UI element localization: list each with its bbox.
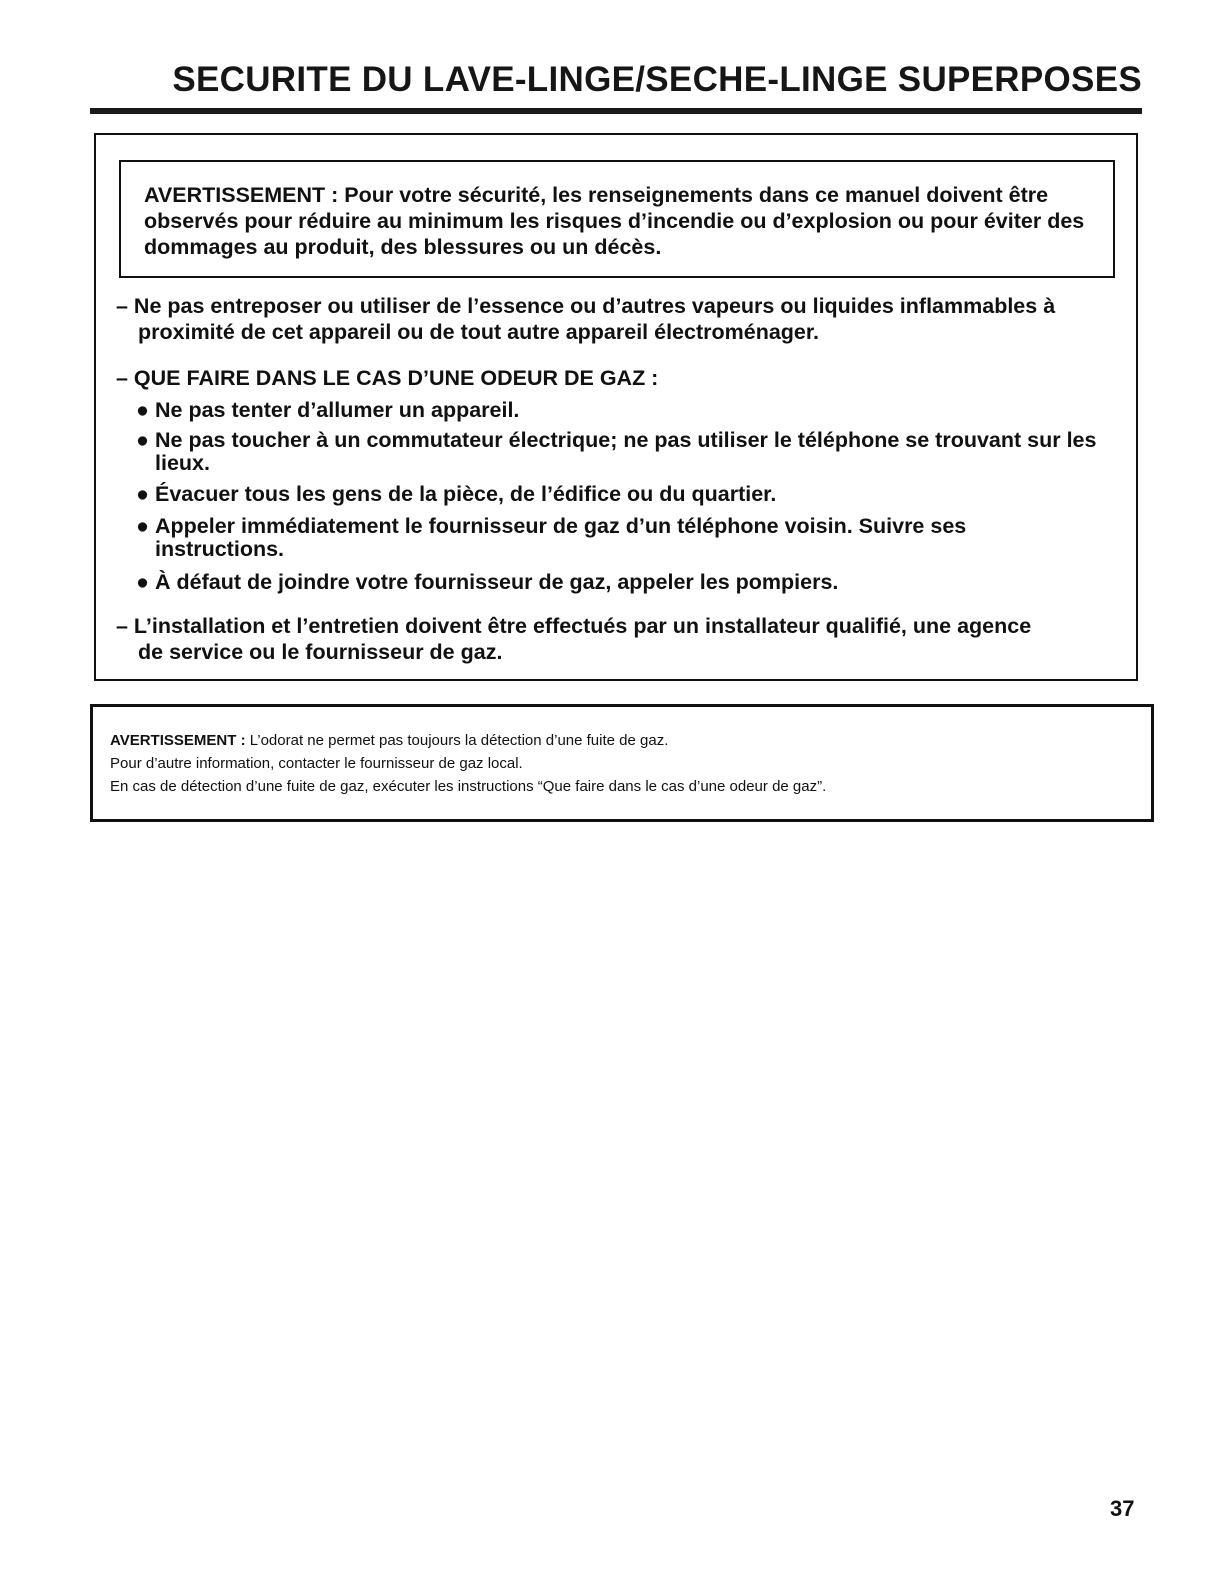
installation-warning: – L’installation et l’entretien doivent être effectués par un installateur qualifié, une agence de service ou le fournisseur de gaz. [116, 614, 1032, 664]
list-item: ● Appeler immédiatement le fournisseur de gaz d’un téléphone voisin. Suivre ses instructions. [136, 514, 967, 561]
bullet-icon: ● [136, 514, 149, 538]
notice-line-1: AVERTISSEMENT : L’odorat ne permet pas toujours la détection d’une fuite de gaz. [110, 732, 669, 749]
notice-line-3: En cas de détection d’une fuite de gaz, exécuter les instructions “Que faire dans le cas d’une odeur de gaz”. [110, 778, 827, 795]
notice-label: AVERTISSEMENT : [110, 732, 246, 749]
page-number: 37 [1110, 1496, 1135, 1521]
notice-line-2: Pour d’autre information, contacter le fournisseur de gaz local. [110, 755, 523, 772]
bullet-icon: ● [136, 398, 149, 422]
safety-box [94, 133, 1138, 681]
title-rule [90, 108, 1142, 114]
bullet-icon: ● [136, 482, 149, 506]
list-item: ● Évacuer tous les gens de la pièce, de l’édifice ou du quartier. [136, 482, 777, 506]
list-item: ● À défaut de joindre votre fournisseur de gaz, appeler les pompiers. [136, 570, 839, 594]
storage-warning: – Ne pas entreposer ou utiliser de l’essence ou d’autres vapeurs ou liquides inflammables à proximité de cet appareil ou de tout autre appareil électroménager. [116, 294, 1056, 344]
list-item: ● Ne pas toucher à un commutateur électrique; ne pas utiliser le téléphone se trouvant sur les lieux. [136, 428, 1097, 475]
bullet-icon: ● [136, 570, 149, 594]
gas-leak-notice [90, 704, 1154, 822]
gas-odor-heading: – QUE FAIRE DANS LE CAS D’UNE ODEUR DE GAZ : [116, 366, 659, 390]
main-warning: AVERTISSEMENT : Pour votre sécurité, les renseignements dans ce manuel doivent être observés pour réduire au minimum les risques d’incendie ou d’explosion ou pour éviter des dommages au produit, des blessures ou un décès. [119, 160, 1115, 278]
bullet-icon: ● [136, 428, 149, 452]
page-title: SECURITE DU LAVE-LINGE/SECHE-LINGE SUPERPOSES [172, 60, 1142, 99]
list-item: ● Ne pas tenter d’allumer un appareil. [136, 398, 520, 422]
